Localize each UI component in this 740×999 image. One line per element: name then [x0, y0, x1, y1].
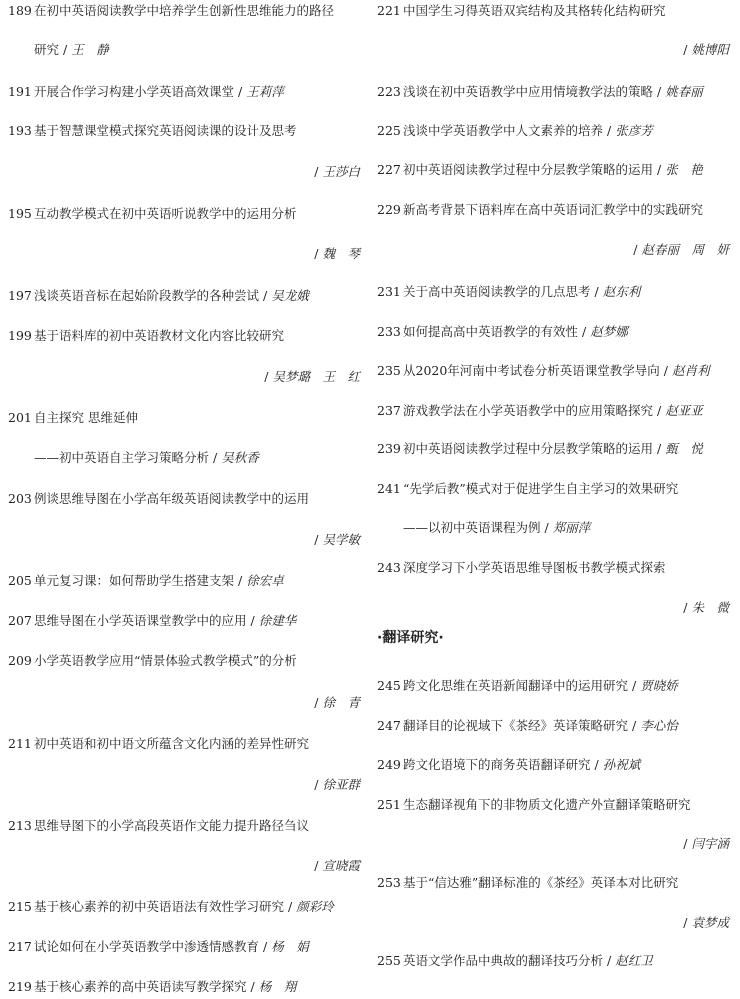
entry-author: 姚博阳 [691, 42, 729, 57]
entry-title: 游戏教学法在小学英语教学中的应用策略探究 [403, 403, 654, 418]
toc-entry[interactable]: 227 初中英语阅读教学过程中分层教学策略的运用 / 张 艳 [377, 160, 729, 180]
entry-author: 朱 微 [691, 600, 729, 615]
entry-author: 李心怡 [640, 718, 678, 733]
toc-entry[interactable] [377, 795, 729, 815]
entry-author: 吴龙娥 [271, 288, 309, 303]
toc-entry[interactable]: 223 浅谈在初中英语教学中应用情境教学法的策略 / 姚春丽 [377, 82, 729, 102]
entry-title: 深度学习下小学英语思维导图板书教学模式探索 [403, 560, 666, 575]
toc-entry[interactable] [377, 873, 729, 893]
page-number: 193 [8, 123, 32, 138]
toc-entry[interactable] [377, 200, 729, 220]
entry-title: 中国学生习得英语双宾结构及其格转化结构研究 [403, 3, 666, 18]
entry-title: 跨文化思维在英语新闻翻译中的运用研究 [403, 678, 629, 693]
entry-author: 宣晓霞 [322, 858, 360, 873]
toc-entry[interactable]: ——初中英语自主学习策略分析 / 吴秋香 [34, 450, 259, 465]
entry-title: 在初中英语阅读教学中培养学生创新性思维能力的路径 [34, 3, 335, 18]
toc-entry[interactable] [8, 408, 360, 428]
toc-author-line: / 魏 琴 [314, 246, 360, 261]
toc-entry[interactable]: 239 初中英语阅读教学过程中分层教学策略的运用 / 甄 悦 [377, 439, 729, 459]
toc-entry[interactable]: 研究 / 王 静 [34, 42, 109, 57]
entry-title: 初中英语阅读教学过程中分层教学策略的运用 [403, 441, 654, 456]
toc-author-line: / 宣晓霞 [314, 858, 360, 873]
entry-title: 翻译目的论视域下《茶经》英译策略研究 [403, 718, 629, 733]
entry-title: 生态翻译视角下的非物质文化遗产外宣翻译策略研究 [403, 797, 691, 812]
page-number: 207 [8, 613, 32, 628]
entry-author: 徐建华 [258, 613, 297, 628]
toc-entry[interactable]: 235 从2020年河南中考试卷分析英语课堂教学导向 / 赵肖利 [377, 361, 729, 381]
toc-entry[interactable]: 217 试论如何在小学英语教学中渗透情感教育 / 杨 娟 [8, 937, 360, 957]
toc-author-line: / 姚博阳 [683, 42, 729, 57]
entry-title: 浅谈英语音标在起始阶段教学的各种尝试 [34, 288, 260, 303]
toc-author-line: / 吴梦璐 王 红 [264, 369, 360, 384]
toc-author-line: / 闫宇涵 [683, 836, 729, 851]
entry-author: 姚春丽 [665, 84, 703, 99]
entry-title: 基于核心素养的高中英语读写教学探究 [34, 979, 247, 994]
entry-title: 新高考背景下语料库在高中英语词汇教学中的实践研究 [403, 202, 704, 217]
entry-title: 研究 [34, 42, 60, 57]
entry-author: 袁梦成 [691, 915, 729, 930]
entry-author: 徐亚群 [322, 777, 360, 792]
toc-entry[interactable] [8, 489, 360, 509]
page-number: 219 [8, 979, 32, 994]
page-number: 235 [377, 363, 401, 378]
toc-entry[interactable] [8, 204, 360, 224]
toc-entry[interactable]: 225 浅谈中学英语教学中人文素养的培养 / 张彦芳 [377, 121, 729, 141]
entry-author: 孙祝斌 [602, 757, 641, 772]
toc-entry[interactable] [8, 326, 360, 346]
entry-author: 甄 悦 [665, 441, 703, 456]
page-number: 251 [377, 797, 401, 812]
toc-entry[interactable] [8, 651, 360, 671]
entry-title: 浅谈中学英语教学中人文素养的培养 [403, 123, 604, 138]
toc-entry[interactable]: 247 翻译目的论视域下《茶经》英译策略研究 / 李心怡 [377, 716, 729, 736]
entry-title: 如何提高高中英语教学的有效性 [403, 324, 579, 339]
toc-author-line: / 徐 青 [314, 695, 360, 710]
entry-title: ——以初中英语课程为例 [403, 520, 541, 535]
toc-author-line: / 王莎白 [314, 164, 360, 179]
page-number: 199 [8, 328, 32, 343]
page-number: 217 [8, 939, 32, 954]
entry-author: 吴秋香 [221, 450, 259, 465]
entry-author: 贾晓娇 [640, 678, 678, 693]
page-number: 239 [377, 441, 401, 456]
entry-title: 自主探究 思维延伸 [34, 410, 138, 425]
entry-author: 王莉萍 [246, 84, 284, 99]
toc-author-line: / 朱 微 [683, 600, 729, 615]
entry-title: 关于高中英语阅读教学的几点思考 [403, 284, 591, 299]
section-heading: ·翻译研究· [377, 630, 444, 646]
entry-title: 基于智慧课堂模式探究英语阅读课的设计及思考 [34, 123, 297, 138]
page-number: 203 [8, 491, 32, 506]
page-number: 255 [377, 953, 401, 968]
toc-entry[interactable]: 233 如何提高高中英语教学的有效性 / 赵梦娜 [377, 322, 729, 342]
toc-entry[interactable] [8, 1, 360, 21]
entry-author: 赵春丽 周 妍 [641, 242, 729, 257]
toc-entry[interactable] [377, 1, 729, 21]
entry-title: 基于核心素养的初中英语语法有效性学习研究 [34, 899, 285, 914]
toc-entry[interactable] [377, 558, 729, 578]
page-number: 191 [8, 84, 32, 99]
toc-entry[interactable]: 231 关于高中英语阅读教学的几点思考 / 赵东利 [377, 282, 729, 302]
page-number: 213 [8, 818, 32, 833]
toc-entry[interactable] [8, 816, 360, 836]
entry-author: 徐 青 [322, 695, 360, 710]
page-number: 245 [377, 678, 401, 693]
toc-entry[interactable] [377, 479, 729, 499]
page-number: 223 [377, 84, 401, 99]
page-number: 221 [377, 3, 401, 18]
entry-author: 魏 琴 [322, 246, 360, 261]
page-number: 233 [377, 324, 401, 339]
toc-entry[interactable]: ——以初中英语课程为例 / 郑丽萍 [403, 520, 591, 535]
entry-author: 杨 翔 [258, 979, 297, 994]
toc-entry[interactable]: 219 基于核心素养的高中英语读写教学探究 / 杨 翔 [8, 977, 360, 997]
entry-title: 初中英语阅读教学过程中分层教学策略的运用 [403, 162, 654, 177]
entry-title: 试论如何在小学英语教学中渗透情感教育 [34, 939, 260, 954]
page-number: 231 [377, 284, 401, 299]
toc-author-line: / 袁梦成 [683, 915, 729, 930]
toc-entry[interactable]: 197 浅谈英语音标在起始阶段教学的各种尝试 / 吴龙娥 [8, 286, 360, 306]
entry-title: 思维导图在小学英语课堂教学中的应用 [34, 613, 247, 628]
entry-title: 基于语料库的初中英语教材文化内容比较研究 [34, 328, 285, 343]
page-number: 227 [377, 162, 401, 177]
toc-entry[interactable]: 245 跨文化思维在英语新闻翻译中的运用研究 / 贾晓娇 [377, 676, 729, 696]
entry-author: 吴学敏 [322, 532, 360, 547]
entry-title: 浅谈在初中英语教学中应用情境教学法的策略 [403, 84, 654, 99]
entry-title: 例谈思维导图在小学高年级英语阅读教学中的运用 [34, 491, 310, 506]
page-number: 249 [377, 757, 401, 772]
page-number: 225 [377, 123, 401, 138]
entry-title: “先学后教”模式对于促进学生自主学习的效果研究 [403, 481, 679, 496]
page-number: 237 [377, 403, 401, 418]
entry-author: 王莎白 [322, 164, 360, 179]
entry-author: 吴梦璐 王 红 [272, 369, 360, 384]
toc-author-line: / 吴学敏 [314, 532, 360, 547]
entry-title: 小学英语教学应用“情景体验式教学模式”的分析 [34, 653, 297, 668]
entry-title: 开展合作学习构建小学英语高效课堂 [34, 84, 235, 99]
entry-title: 思维导图下的小学高段英语作文能力提升路径刍议 [34, 818, 310, 833]
entry-author: 赵肖利 [671, 363, 710, 378]
entry-title: 单元复习课：如何帮助学生搭建支架 [34, 573, 235, 588]
page-number: 229 [377, 202, 401, 217]
toc-entry[interactable]: 249 跨文化语境下的商务英语翻译研究 / 孙祝斌 [377, 755, 729, 775]
entry-author: 赵东利 [602, 284, 641, 299]
entry-author: 闫宇涵 [691, 836, 729, 851]
entry-title: 从2020年河南中考试卷分析英语课堂教学导向 [403, 363, 660, 378]
page-number: 209 [8, 653, 32, 668]
entry-author: 杨 娟 [271, 939, 309, 954]
entry-title: 跨文化语境下的商务英语翻译研究 [403, 757, 591, 772]
page-number: 247 [377, 718, 401, 733]
toc-entry[interactable]: 205 单元复习课：如何帮助学生搭建支架 / 徐宏卓 [8, 571, 360, 591]
entry-author: 赵红卫 [615, 953, 653, 968]
entry-title: 初中英语和初中语文所蕴含文化内涵的差异性研究 [34, 736, 310, 751]
toc-entry[interactable]: 191 开展合作学习构建小学英语高效课堂 / 王莉萍 [8, 82, 360, 102]
entry-author: 徐宏卓 [246, 573, 284, 588]
entry-title: 互动教学模式在初中英语听说教学中的运用分析 [34, 206, 297, 221]
entry-title: 基于“信达雅”翻译标准的《茶经》英译本对比研究 [403, 875, 679, 890]
page-number: 253 [377, 875, 401, 890]
toc-entry[interactable] [8, 121, 360, 141]
toc-entry[interactable] [8, 734, 360, 754]
page-number: 205 [8, 573, 32, 588]
page-number: 215 [8, 899, 32, 914]
page-number: 243 [377, 560, 401, 575]
entry-title: ——初中英语自主学习策略分析 [34, 450, 210, 465]
entry-author: 颜彩玲 [296, 899, 334, 914]
toc-entry[interactable]: 207 思维导图在小学英语课堂教学中的应用 / 徐建华 [8, 611, 360, 631]
page-number: 195 [8, 206, 32, 221]
toc-author-line: / 徐亚群 [314, 777, 360, 792]
entry-title: 英语文学作品中典故的翻译技巧分析 [403, 953, 604, 968]
toc-entry[interactable]: 215 基于核心素养的初中英语语法有效性学习研究 / 颜彩玲 [8, 897, 360, 917]
page-number: 211 [8, 736, 32, 751]
toc-entry[interactable]: 237 游戏教学法在小学英语教学中的应用策略探究 / 赵亚亚 [377, 401, 729, 421]
entry-author: 赵亚亚 [665, 403, 703, 418]
entry-author: 王 静 [71, 42, 109, 57]
entry-author: 张彦芳 [615, 123, 653, 138]
entry-author: 郑丽萍 [552, 520, 591, 535]
page-number: 201 [8, 410, 32, 425]
toc-author-line: / 赵春丽 周 妍 [633, 242, 729, 257]
toc-entry[interactable]: 255 英语文学作品中典故的翻译技巧分析 / 赵红卫 [377, 951, 729, 971]
page-number: 197 [8, 288, 32, 303]
entry-author: 张 艳 [665, 162, 703, 177]
entry-author: 赵梦娜 [590, 324, 628, 339]
page-number: 189 [8, 3, 32, 18]
page-number: 241 [377, 481, 401, 496]
